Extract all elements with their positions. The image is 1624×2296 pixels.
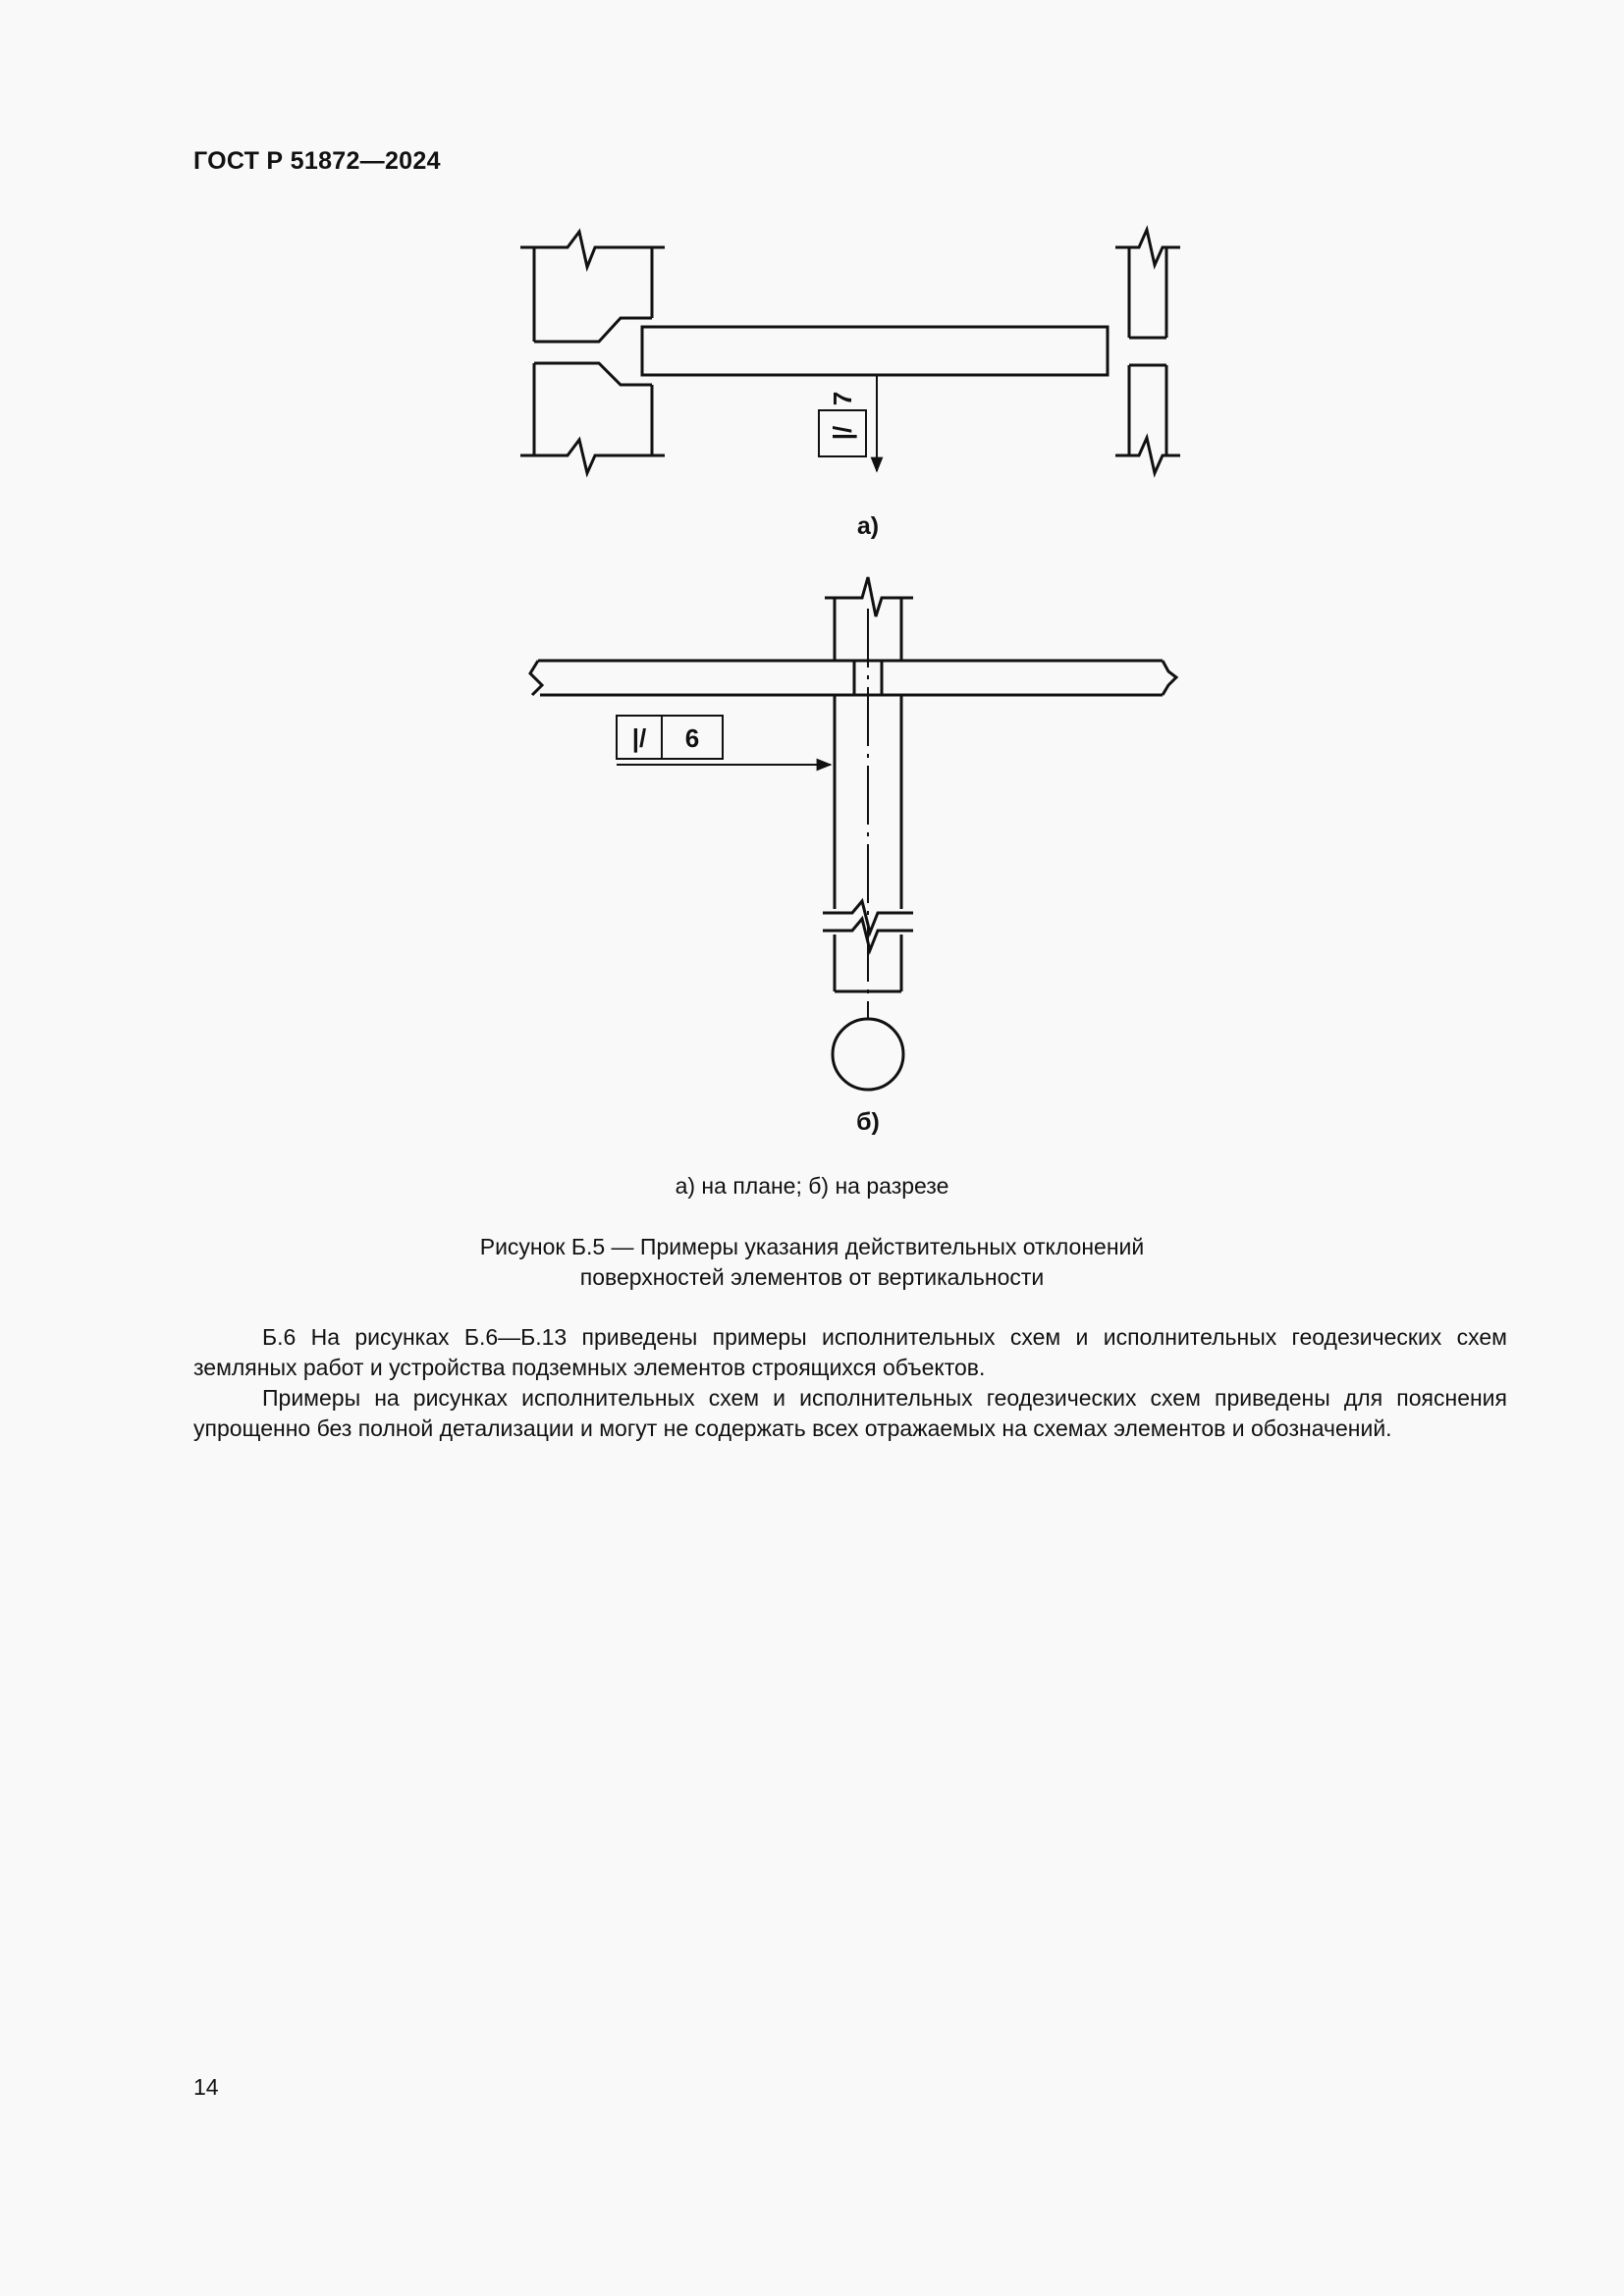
caption-line-2: поверхностей элементов от вертикальности xyxy=(579,1264,1045,1290)
figure-legend: а) на плане; б) на разрезе xyxy=(675,1173,949,1199)
mark-symbol-a: |/ xyxy=(828,425,857,441)
figure-a-label: а) xyxy=(856,512,880,540)
mark-value-a: 7 xyxy=(828,391,857,406)
figure-b-label: б) xyxy=(856,1108,880,1136)
left-wall-top xyxy=(520,232,665,342)
paragraph-examples: Примеры на рисунках исполнительных схем и исполнительных геодезических схем приведены для пояснения упрощенно без полной детализации и могут не содержать всех отражаемых на схемах элементов и обозначений. xyxy=(193,1385,1507,1441)
page-number: 14 xyxy=(193,2074,219,2100)
right-wall-bottom xyxy=(1115,365,1180,473)
right-wall-top xyxy=(1115,230,1180,338)
mark-symbol-b: |/ xyxy=(631,723,647,753)
left-wall-bottom xyxy=(520,363,665,473)
slab-beam xyxy=(642,327,1108,375)
mark-value-b: 6 xyxy=(684,723,700,753)
figure-caption xyxy=(0,1232,1624,1293)
paragraph-b6: Б.6 На рисунках Б.6—Б.13 приведены примеры исполнительных схем и исполнительных геодезических схем земляных работ и устройства подземных элементов строящихся объектов. xyxy=(193,1324,1507,1380)
caption-line-1: Рисунок Б.5 — Примеры указания действительных отклонений xyxy=(479,1234,1145,1259)
body-text xyxy=(193,1322,1507,1444)
figure-b-drawing xyxy=(530,577,1176,1090)
document-header: ГОСТ Р 51872—2024 xyxy=(193,147,441,175)
axis-bubble xyxy=(833,1019,903,1090)
